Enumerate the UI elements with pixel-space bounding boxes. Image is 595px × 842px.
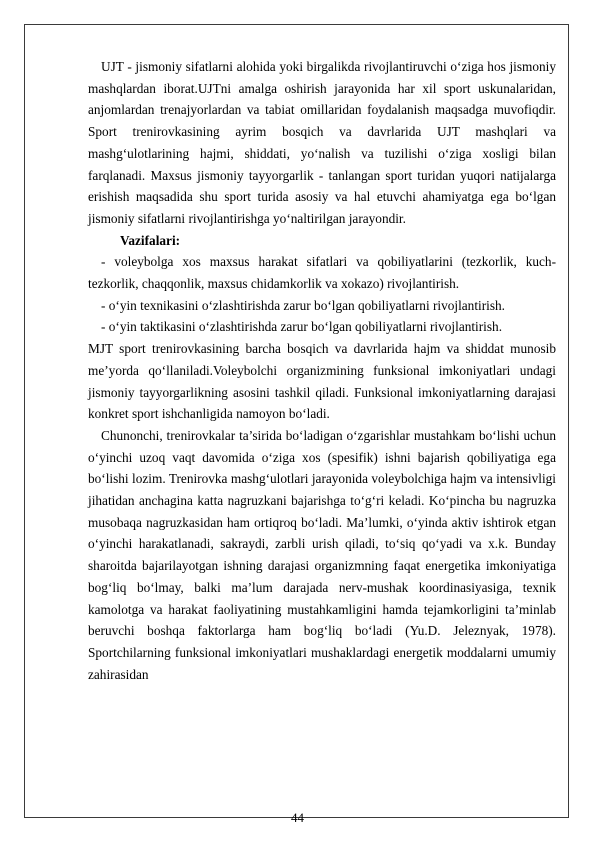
document-body — [88, 56, 556, 685]
paragraph-ujt-definition: UJT - jismoniy sifatlarni alohida yoki birgalikda rivojlantiruvchi o‘ziga hos jismoniy mashqlardan iborat.UJTni amalga oshirish jarayonida har xil sport uskunalaridan, anjomlardan trenajyorlardan va tabiat omillaridan foydalanish maqsadga muvofiqdir. Sport trenirovkasining ayrim bosqich va davrlarida UJT mashqlari va mashg‘ulotlarining hajmi, shiddati, yo‘nalish va tuzilishi o‘ziga xosligi bilan farqlanadi. Maxsus jismoniy tayyorgarlik - tanlangan sport turidan yuqori natijalarga erishish maqsadida shu sport turida asosiy va hal etuvchi ahamiyatga ega bo‘lgan jismoniy sifatlarni rivojlantirishga yo‘naltirilgan jarayondir. — [88, 59, 556, 226]
paragraph-training-changes: Chunonchi, trenirovkalar ta’sirida bo‘ladigan o‘zgarishlar mustahkam bo‘lishi uchun o‘yinchi uzoq vaqt davomida o‘ziga xos (spesifik) ishni bajarish qobiliyatiga ega bo‘lishi lozim. Trenirovka mashg‘ulotlari jarayonida voleybolchiga hajm va intensivligi jihatidan anchagina katta nagruzkani bajarishga to‘g‘ri keladi. Ko‘pincha bu nagruzka musobaqa nagruzkasidan ham ortiqroq bo‘ladi. Ma’lumki, o‘yinda aktiv ishtirok etgan o‘yinchi harakatlanadi, sakraydi, zarbli urish qiladi, to‘siq qo‘yadi va x.k. Bunday sharoitda bajarilayotgan ishning darajasi organizmning faqat energetika imkoniyatiga bog‘liq bo‘lmay, balki ma’lum darajada nerv-mushak koordinasiyasiga, texnik kamolotga va harakat faoliyatining mustahkamligini hamda tejamkorligini ta’minlab beruvchi boshqa faktorlarga ham bog‘liq bo‘ladi (Yu.D. Jeleznyak, 1978). Sportchilarning funksional imkoniyatlari mushaklardagi energetik moddalarni umumiy zahirasidan — [88, 427, 556, 682]
paragraph-mjt: MJT sport trenirovkasining barcha bosqich va davrlarida hajm va shiddat munosib me’yorda qo‘llaniladi.Voleybolchi organizmining funksional imkoniyatlari undagi jismoniy tayyorgarlikning asosini tashkil qiladi. Funksional imkoniyatlarning darajasi konkret sport ishchanligida namoyon bo‘ladi. — [88, 341, 556, 422]
task-item-physical-qualities: - voleybolga xos maxsus harakat sifatlari va qobiliyatlarini (tezkorlik, kuch-tezkorlik, chaqqonlik, maxsus chidamkorlik va xokazo) rivojlantirish. — [88, 254, 556, 292]
page-number: 44 — [291, 810, 304, 825]
task-item-tactics: - o‘yin taktikasini o‘zlashtirishda zarur bo‘lgan qobiliyatlarni rivojlantirish. — [101, 319, 503, 335]
tasks-heading: Vazifalari: — [120, 232, 181, 248]
task-item-technique: - o‘yin texnikasini o‘zlashtirishda zarur bo‘lgan qobiliyatlarni rivojlantirish. — [101, 297, 505, 313]
